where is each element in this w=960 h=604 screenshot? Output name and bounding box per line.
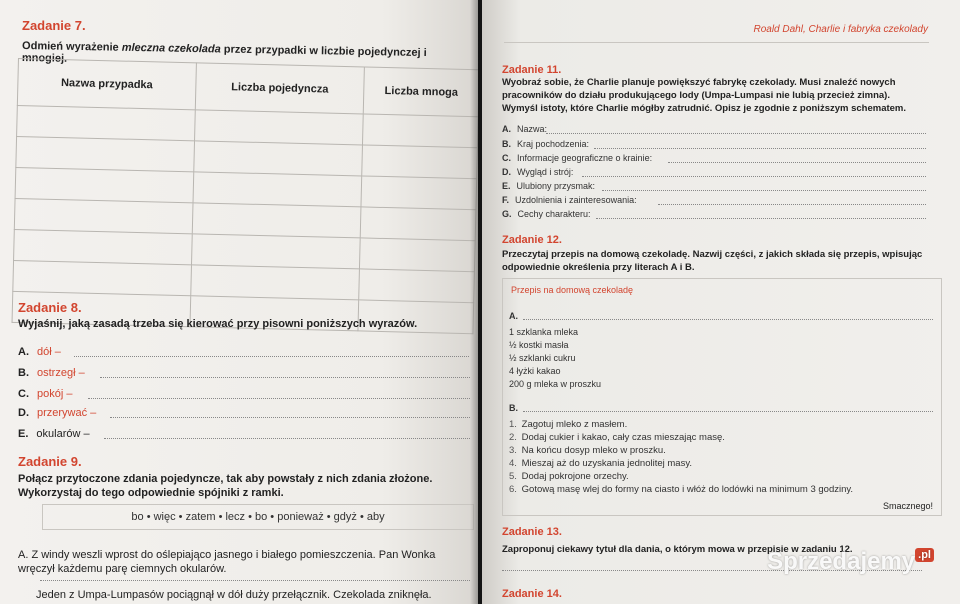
recipe-step (509, 445, 666, 456)
answer-line[interactable] (88, 398, 470, 399)
table-cell[interactable] (15, 167, 194, 202)
field-f (502, 195, 637, 205)
field-label: Wygląd i strój: (517, 167, 574, 177)
answer-line[interactable] (523, 319, 933, 320)
field-label: Informacje geograficzne o krainie: (517, 153, 653, 163)
table-cell[interactable] (14, 229, 193, 264)
answer-line[interactable] (100, 377, 470, 378)
answer-line[interactable] (668, 162, 926, 163)
header-rule (504, 42, 929, 43)
step-text: Dodaj pokrojone orzechy. (521, 471, 629, 482)
table-cell[interactable] (16, 136, 195, 171)
task-8-item-c (18, 388, 72, 400)
table-cell[interactable] (13, 260, 192, 295)
field-label: Uzdolnienia i zainteresowania: (515, 195, 637, 205)
task-7-instr-part: przez przypadki w liczbie pojedynczej i mnogiej. (21, 43, 427, 65)
field-letter: B. (502, 139, 511, 149)
item-word: przerywać – (37, 407, 97, 419)
field-a (502, 124, 547, 134)
item-letter: A. (18, 346, 29, 358)
col-header-plural: Liczba mnoga (363, 67, 478, 117)
table-cell[interactable] (193, 172, 362, 207)
step-number: 1. (509, 419, 517, 430)
field-c (502, 153, 652, 163)
answer-line[interactable] (104, 438, 470, 439)
step-number: 4. (509, 458, 517, 469)
item-word: pokój – (37, 388, 73, 400)
answer-line[interactable] (523, 411, 933, 412)
field-label: Ulubiony przysmak: (516, 181, 596, 191)
field-letter: A. (502, 124, 511, 134)
table-cell[interactable] (17, 105, 196, 140)
ingredient-item: ½ szklanki cukru (509, 353, 576, 363)
watermark-logo (767, 548, 934, 576)
table-cell[interactable] (191, 265, 360, 300)
field-letter: E. (502, 181, 511, 191)
task-7-title: Zadanie 7. (22, 18, 86, 33)
table-cell[interactable] (194, 141, 363, 176)
table-cell[interactable] (359, 269, 475, 303)
task-11-title: Zadanie 11. (502, 64, 562, 76)
step-number: 3. (509, 445, 517, 456)
task-9-instruction: Połącz przytoczone zdania pojedyncze, tak aby powstały z nich zdania złożone. Wykorzystaj do tego odpowiednie spójniki z ramki. (18, 473, 433, 499)
step-text: Dodaj cukier i kakao, cały czas mieszając masę. (521, 432, 725, 443)
table-cell[interactable] (359, 238, 475, 272)
task-8-title: Zadanie 8. (18, 300, 82, 315)
answer-line[interactable] (110, 417, 470, 418)
table-cell[interactable] (192, 203, 361, 238)
conjunction-box: bo • więc • zatem • lecz • bo • ponieważ • gdyż • aby (42, 504, 474, 530)
field-letter: G. (502, 209, 512, 219)
ingredient-item: 4 łyżki kakao (509, 366, 561, 376)
watermark-badge: .pl (915, 548, 934, 562)
item-word: ostrzegł – (37, 367, 85, 379)
table-cell[interactable] (14, 198, 193, 233)
answer-line[interactable] (594, 148, 926, 149)
task-8-item-e (18, 428, 90, 440)
table-cell[interactable] (362, 114, 478, 148)
field-label: Cechy charakteru: (517, 209, 591, 219)
field-letter: C. (502, 153, 511, 163)
step-number: 2. (509, 432, 517, 443)
task-8-item-a (18, 346, 61, 358)
answer-line[interactable] (582, 176, 926, 177)
recipe-box (502, 278, 942, 516)
answer-line[interactable] (40, 580, 470, 581)
answer-line[interactable] (602, 190, 926, 191)
item-letter: E. (18, 428, 29, 440)
task-9-sentence-b: Jeden z Umpa-Lumpasów pociągnął w dół duży przełącznik. Czekolada zniknęła. (36, 589, 432, 601)
table-cell[interactable] (195, 110, 364, 145)
task-8-instruction: Wyjaśnij, jaką zasadą trzeba się kierować przy pisowni poniższych wyrazów. (18, 318, 418, 330)
ingredient-item: 1 szklanka mleka (509, 327, 579, 337)
task-13-instruction: Zaproponuj ciekawy tytuł dla dania, o którym mowa w przepisie w zadaniu 12. (502, 544, 853, 555)
recipe-closing: Smacznego! (882, 501, 933, 511)
step-number: 6. (509, 484, 517, 495)
task-8-item-d (18, 407, 96, 419)
recipe-step (509, 458, 692, 469)
step-text: Na końcu dosyp mleko w proszku. (521, 445, 666, 456)
recipe-title: Przepis na domową czekoladę (511, 285, 634, 295)
right-page (482, 0, 960, 604)
left-page (0, 0, 478, 604)
task-13-title: Zadanie 13. (502, 526, 562, 538)
step-text: Mieszaj aż do uzyskania jednolitej masy. (521, 458, 693, 469)
answer-line[interactable] (596, 218, 926, 219)
answer-line[interactable] (74, 356, 469, 357)
item-letter: C. (18, 388, 29, 400)
col-header-singular: Liczba pojedyncza (195, 63, 364, 114)
recipe-step (509, 471, 629, 482)
field-g (502, 209, 591, 219)
ingredient-item: 200 g mleka w proszku (509, 379, 602, 389)
item-letter: D. (18, 407, 29, 419)
recipe-label-b: B. (509, 403, 518, 413)
item-word: okularów – (36, 428, 90, 440)
step-text: Gotową masę wlej do formy na ciasto i włóż do lodówki na minimum 3 godziny. (521, 484, 854, 495)
recipe-step (509, 484, 853, 495)
field-letter: F. (502, 195, 510, 205)
field-e (502, 181, 595, 191)
answer-line[interactable] (546, 133, 926, 134)
task-9-sentence-a: A. Z windy weszli wprost do oślepiająco jasnego i białego pomieszczenia. Pan Wonka wręczył każdemu parę ciemnych okularów. (18, 549, 436, 575)
table-cell[interactable] (191, 234, 360, 269)
task-12-title: Zadanie 12. (502, 234, 562, 246)
item-word: dół – (37, 346, 61, 358)
field-letter: D. (502, 167, 511, 177)
running-head: Roald Dahl, Charlie i fabryka czekolady (753, 24, 928, 35)
table-cell[interactable] (360, 207, 476, 241)
declension-table (12, 58, 478, 334)
task-8-item-b (18, 367, 85, 379)
field-label: Nazwa: (517, 124, 548, 134)
table-cell[interactable] (362, 145, 478, 179)
recipe-step (509, 432, 725, 443)
task-14-title: Zadanie 14. (502, 588, 562, 600)
step-text: Zagotuj mleko z masłem. (521, 419, 628, 430)
item-letter: B. (18, 367, 29, 379)
task-9-title: Zadanie 9. (18, 454, 82, 469)
field-label: Kraj pochodzenia: (517, 139, 590, 149)
task-7-instr-part: Odmień wyrażenie (22, 40, 122, 54)
col-header-case: Nazwa przypadka (17, 59, 196, 110)
ingredient-item: ½ kostki masła (509, 340, 569, 350)
table-cell[interactable] (361, 176, 477, 210)
recipe-step (509, 419, 627, 430)
task-11-instruction: Wyobraź sobie, że Charlie planuje powiększyć fabrykę czekolady. Musi znaleźć nowych pracowników do działu produkującego lody (Umpa-Lumpasi nie lubią przecież zimna). Wymyśl istoty, które Charlie mógłby zatrudnić. Opisz je zgodnie z poniższym schematem. (502, 77, 907, 114)
task-12-instruction: Przeczytaj przepis na domową czekoladę. Nazwij części, z jakich składa się przepis, wpisując odpowiednie określenia przy literach A i B. (502, 249, 923, 273)
recipe-label-a: A. (509, 311, 518, 321)
field-b (502, 139, 589, 149)
step-number: 5. (509, 471, 517, 482)
watermark-text: Sprzedajemy (767, 548, 916, 575)
field-d (502, 167, 573, 177)
answer-line[interactable] (658, 204, 926, 205)
task-7-phrase: mleczna czekolada (121, 41, 221, 56)
